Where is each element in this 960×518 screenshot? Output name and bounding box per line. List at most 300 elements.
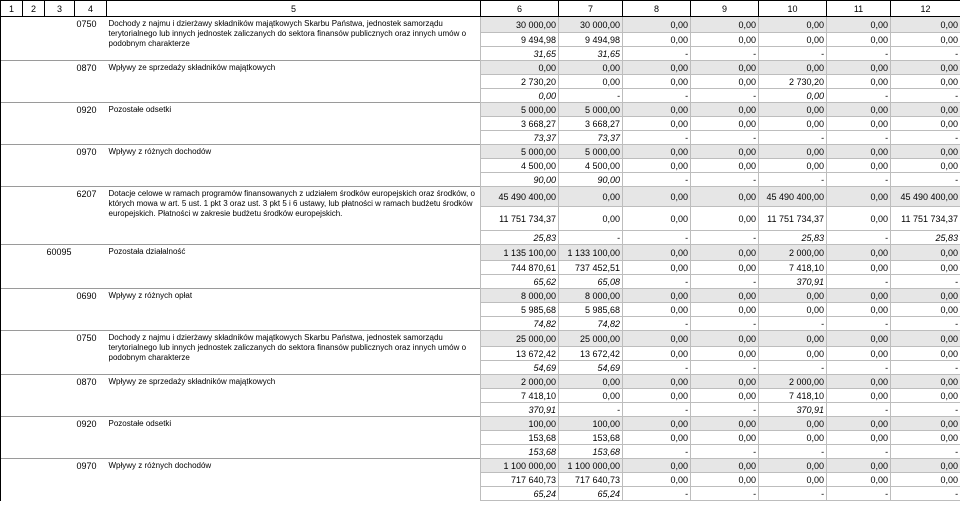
percent-cell: -	[559, 231, 623, 245]
chapter-code	[45, 103, 75, 145]
plan-value-cell: 0,00	[623, 459, 691, 473]
plan-value-cell: 0,00	[891, 375, 960, 389]
executed-value-cell: 0,00	[759, 117, 827, 131]
chapter-code	[45, 145, 75, 187]
code-cell	[1, 61, 23, 103]
percent-cell: 0,00	[759, 89, 827, 103]
paragraph-code: 6207	[75, 187, 107, 245]
table-row	[1, 331, 960, 347]
table-row	[1, 459, 960, 473]
plan-value-cell: 0,00	[623, 61, 691, 75]
column-header: 5	[107, 1, 481, 17]
table-row	[1, 145, 960, 159]
executed-value-cell: 737 452,51	[559, 261, 623, 275]
plan-value-cell: 0,00	[759, 103, 827, 117]
percent-cell: -	[623, 445, 691, 459]
row-description: Dotacje celowe w ramach programów finansowanych z udziałem środków europejskich oraz środków, o których mowa w art. 5 ust. 1 pkt 3 oraz ust. 3 pkt 5 i 6 ustawy, lub płatności w ramach budżetu środków europejskich. Płatności w zakresie budżetu środków europejskich.	[107, 187, 481, 245]
percent-cell: -	[891, 47, 960, 61]
table-row	[1, 17, 960, 33]
percent-cell: -	[623, 231, 691, 245]
executed-value-cell: 0,00	[891, 159, 960, 173]
plan-value-cell: 1 133 100,00	[559, 245, 623, 261]
plan-value-cell: 0,00	[759, 289, 827, 303]
executed-value-cell: 7 418,10	[481, 389, 559, 403]
plan-value-cell: 0,00	[827, 459, 891, 473]
executed-value-cell: 0,00	[759, 431, 827, 445]
code-cell	[23, 245, 45, 289]
plan-value-cell: 0,00	[623, 331, 691, 347]
percent-cell: -	[691, 131, 759, 145]
header-row	[1, 1, 960, 17]
percent-cell: -	[891, 131, 960, 145]
percent-cell: 74,82	[481, 317, 559, 331]
percent-cell: 25,83	[481, 231, 559, 245]
executed-value-cell: 153,68	[559, 431, 623, 445]
plan-value-cell: 0,00	[891, 289, 960, 303]
executed-value-cell: 13 672,42	[559, 347, 623, 361]
paragraph-code: 0970	[75, 145, 107, 187]
executed-value-cell: 0,00	[891, 261, 960, 275]
percent-cell: -	[891, 173, 960, 187]
percent-cell: -	[827, 361, 891, 375]
plan-value-cell: 0,00	[691, 375, 759, 389]
executed-value-cell: 0,00	[891, 389, 960, 403]
percent-cell: -	[891, 275, 960, 289]
percent-cell: 73,37	[481, 131, 559, 145]
paragraph-code: 0920	[75, 103, 107, 145]
column-header: 10	[759, 1, 827, 17]
executed-value-cell: 3 668,27	[559, 117, 623, 131]
plan-value-cell: 0,00	[827, 289, 891, 303]
executed-value-cell: 4 500,00	[559, 159, 623, 173]
column-header: 12	[891, 1, 960, 17]
percent-cell: 65,08	[559, 275, 623, 289]
plan-value-cell: 0,00	[827, 61, 891, 75]
executed-value-cell: 0,00	[891, 431, 960, 445]
paragraph-code: 0870	[75, 61, 107, 103]
plan-value-cell: 0,00	[559, 61, 623, 75]
plan-value-cell: 0,00	[623, 245, 691, 261]
code-cell	[1, 417, 23, 459]
plan-value-cell: 0,00	[759, 417, 827, 431]
chapter-code	[45, 17, 75, 61]
executed-value-cell: 0,00	[559, 207, 623, 231]
executed-value-cell: 9 494,98	[559, 33, 623, 47]
row-description: Dochody z najmu i dzierżawy składników majątkowych Skarbu Państwa, jednostek samorządu terytorialnego lub innych jednostek zaliczanych do sektora finansów publicznych oraz innych umów o podobnym charakterze	[107, 331, 481, 375]
percent-cell: -	[691, 317, 759, 331]
percent-cell: 73,37	[559, 131, 623, 145]
executed-value-cell: 0,00	[759, 473, 827, 487]
plan-value-cell: 8 000,00	[481, 289, 559, 303]
executed-value-cell: 9 494,98	[481, 33, 559, 47]
code-cell	[1, 289, 23, 331]
percent-cell: 31,65	[559, 47, 623, 61]
executed-value-cell: 4 500,00	[481, 159, 559, 173]
plan-value-cell: 0,00	[691, 331, 759, 347]
paragraph-code: 0750	[75, 17, 107, 61]
plan-value-cell: 0,00	[891, 61, 960, 75]
executed-value-cell: 0,00	[691, 431, 759, 445]
executed-value-cell: 7 418,10	[759, 261, 827, 275]
percent-cell: -	[759, 361, 827, 375]
percent-cell: -	[827, 173, 891, 187]
code-cell	[1, 17, 23, 61]
plan-value-cell: 45 490 400,00	[891, 187, 960, 207]
percent-cell: 65,24	[559, 487, 623, 501]
plan-value-cell: 0,00	[827, 331, 891, 347]
executed-value-cell: 0,00	[559, 75, 623, 89]
executed-value-cell: 0,00	[759, 303, 827, 317]
plan-value-cell: 45 490 400,00	[759, 187, 827, 207]
percent-cell: -	[623, 361, 691, 375]
paragraph-code: 0920	[75, 417, 107, 459]
executed-value-cell: 153,68	[481, 431, 559, 445]
plan-value-cell: 5 000,00	[481, 145, 559, 159]
executed-value-cell: 0,00	[759, 33, 827, 47]
plan-value-cell: 0,00	[691, 187, 759, 207]
executed-value-cell: 0,00	[623, 473, 691, 487]
column-header: 7	[559, 1, 623, 17]
percent-cell: 25,83	[759, 231, 827, 245]
percent-cell: -	[827, 487, 891, 501]
plan-value-cell: 0,00	[691, 289, 759, 303]
code-cell	[1, 245, 23, 289]
plan-value-cell: 0,00	[827, 245, 891, 261]
executed-value-cell: 11 751 734,37	[481, 207, 559, 231]
executed-value-cell: 0,00	[623, 303, 691, 317]
code-cell	[23, 145, 45, 187]
executed-value-cell: 0,00	[891, 473, 960, 487]
chapter-code	[45, 459, 75, 501]
executed-value-cell: 0,00	[827, 207, 891, 231]
executed-value-cell: 0,00	[623, 389, 691, 403]
percent-cell: 370,91	[759, 275, 827, 289]
percent-cell: 370,91	[759, 403, 827, 417]
percent-cell: -	[891, 317, 960, 331]
executed-value-cell: 0,00	[759, 347, 827, 361]
table-row	[1, 245, 960, 261]
plan-value-cell: 1 100 000,00	[481, 459, 559, 473]
plan-value-cell: 2 000,00	[759, 245, 827, 261]
executed-value-cell: 0,00	[827, 473, 891, 487]
row-description: Wpływy z różnych dochodów	[107, 145, 481, 187]
percent-cell: -	[691, 275, 759, 289]
plan-value-cell: 0,00	[759, 145, 827, 159]
code-cell	[1, 331, 23, 375]
executed-value-cell: 0,00	[827, 159, 891, 173]
plan-value-cell: 0,00	[691, 17, 759, 33]
plan-value-cell: 0,00	[891, 459, 960, 473]
plan-value-cell: 100,00	[481, 417, 559, 431]
executed-value-cell: 0,00	[691, 159, 759, 173]
executed-value-cell: 0,00	[691, 75, 759, 89]
percent-cell: 90,00	[481, 173, 559, 187]
percent-cell: -	[891, 403, 960, 417]
plan-value-cell: 0,00	[691, 417, 759, 431]
plan-value-cell: 0,00	[891, 17, 960, 33]
percent-cell: 90,00	[559, 173, 623, 187]
executed-value-cell: 0,00	[691, 33, 759, 47]
table-row	[1, 289, 960, 303]
percent-cell: 65,62	[481, 275, 559, 289]
plan-value-cell: 2 000,00	[481, 375, 559, 389]
column-header: 2	[23, 1, 45, 17]
executed-value-cell: 0,00	[827, 117, 891, 131]
plan-value-cell: 0,00	[759, 331, 827, 347]
plan-value-cell: 30 000,00	[481, 17, 559, 33]
plan-value-cell: 0,00	[691, 61, 759, 75]
paragraph-code	[75, 245, 107, 289]
plan-value-cell: 5 000,00	[559, 145, 623, 159]
percent-cell: -	[759, 131, 827, 145]
executed-value-cell: 0,00	[691, 207, 759, 231]
percent-cell: 31,65	[481, 47, 559, 61]
row-description: Pozostałe odsetki	[107, 103, 481, 145]
percent-cell: -	[623, 173, 691, 187]
executed-value-cell: 0,00	[691, 389, 759, 403]
plan-value-cell: 5 000,00	[481, 103, 559, 117]
code-cell	[23, 375, 45, 417]
plan-value-cell: 0,00	[827, 17, 891, 33]
percent-cell: -	[691, 403, 759, 417]
executed-value-cell: 717 640,73	[559, 473, 623, 487]
percent-cell: 65,24	[481, 487, 559, 501]
chapter-code: 60095	[45, 245, 75, 289]
percent-cell: 54,69	[481, 361, 559, 375]
chapter-code	[45, 61, 75, 103]
table-row	[1, 61, 960, 75]
percent-cell: -	[827, 445, 891, 459]
executed-value-cell: 0,00	[623, 207, 691, 231]
executed-value-cell: 3 668,27	[481, 117, 559, 131]
code-cell	[23, 331, 45, 375]
percent-cell: -	[623, 131, 691, 145]
percent-cell: -	[891, 445, 960, 459]
executed-value-cell: 0,00	[827, 261, 891, 275]
row-description: Wpływy ze sprzedaży składników majątkowych	[107, 375, 481, 417]
executed-value-cell: 0,00	[623, 261, 691, 275]
percent-cell: 54,69	[559, 361, 623, 375]
percent-cell: -	[891, 487, 960, 501]
code-cell	[23, 187, 45, 245]
plan-value-cell: 0,00	[623, 375, 691, 389]
plan-value-cell: 25 000,00	[481, 331, 559, 347]
plan-value-cell: 0,00	[891, 103, 960, 117]
executed-value-cell: 0,00	[691, 261, 759, 275]
plan-value-cell: 0,00	[891, 331, 960, 347]
plan-value-cell: 0,00	[623, 187, 691, 207]
percent-cell: -	[623, 47, 691, 61]
percent-cell: -	[759, 317, 827, 331]
plan-value-cell: 0,00	[559, 375, 623, 389]
plan-value-cell: 0,00	[827, 103, 891, 117]
plan-value-cell: 0,00	[623, 145, 691, 159]
executed-value-cell: 0,00	[691, 303, 759, 317]
paragraph-code: 0690	[75, 289, 107, 331]
plan-value-cell: 1 135 100,00	[481, 245, 559, 261]
percent-cell: -	[623, 275, 691, 289]
table-row	[1, 375, 960, 389]
row-description: Wpływy z różnych dochodów	[107, 459, 481, 501]
plan-value-cell: 0,00	[891, 417, 960, 431]
plan-value-cell: 0,00	[891, 145, 960, 159]
plan-value-cell: 25 000,00	[559, 331, 623, 347]
percent-cell: 153,68	[481, 445, 559, 459]
executed-value-cell: 0,00	[827, 347, 891, 361]
percent-cell: 74,82	[559, 317, 623, 331]
executed-value-cell: 0,00	[623, 431, 691, 445]
executed-value-cell: 0,00	[623, 117, 691, 131]
executed-value-cell: 0,00	[759, 159, 827, 173]
executed-value-cell: 5 985,68	[481, 303, 559, 317]
percent-cell: -	[691, 445, 759, 459]
column-header: 8	[623, 1, 691, 17]
plan-value-cell: 0,00	[623, 103, 691, 117]
percent-cell: -	[891, 361, 960, 375]
percent-cell: -	[623, 487, 691, 501]
executed-value-cell: 2 730,20	[481, 75, 559, 89]
executed-value-cell: 0,00	[623, 159, 691, 173]
percent-cell: 25,83	[891, 231, 960, 245]
row-description: Pozostała działalność	[107, 245, 481, 289]
plan-value-cell: 0,00	[623, 289, 691, 303]
executed-value-cell: 0,00	[827, 75, 891, 89]
executed-value-cell: 0,00	[623, 347, 691, 361]
executed-value-cell: 13 672,42	[481, 347, 559, 361]
plan-value-cell: 30 000,00	[559, 17, 623, 33]
percent-cell: -	[891, 89, 960, 103]
percent-cell: -	[691, 487, 759, 501]
plan-value-cell: 0,00	[827, 375, 891, 389]
executed-value-cell: 0,00	[891, 75, 960, 89]
percent-cell: -	[559, 89, 623, 103]
percent-cell: -	[691, 231, 759, 245]
percent-cell: -	[623, 403, 691, 417]
column-header: 11	[827, 1, 891, 17]
row-description: Dochody z najmu i dzierżawy składników majątkowych Skarbu Państwa, jednostek samorządu terytorialnego lub innych jednostek zaliczanych do sektora finansów publicznych oraz innych umów o podobnym charakterze	[107, 17, 481, 61]
executed-value-cell: 7 418,10	[759, 389, 827, 403]
code-cell	[1, 459, 23, 501]
plan-value-cell: 0,00	[691, 459, 759, 473]
column-header: 9	[691, 1, 759, 17]
executed-value-cell: 0,00	[891, 33, 960, 47]
percent-cell: -	[827, 403, 891, 417]
code-cell	[23, 289, 45, 331]
plan-value-cell: 0,00	[827, 187, 891, 207]
executed-value-cell: 0,00	[827, 33, 891, 47]
code-cell	[23, 459, 45, 501]
percent-cell: -	[623, 89, 691, 103]
executed-value-cell: 0,00	[559, 389, 623, 403]
percent-cell: -	[827, 47, 891, 61]
percent-cell: -	[759, 47, 827, 61]
percent-cell: 370,91	[481, 403, 559, 417]
executed-value-cell: 0,00	[827, 431, 891, 445]
percent-cell: -	[827, 89, 891, 103]
table-row	[1, 417, 960, 431]
plan-value-cell: 0,00	[481, 61, 559, 75]
chapter-code	[45, 187, 75, 245]
plan-value-cell: 45 490 400,00	[481, 187, 559, 207]
percent-cell: -	[827, 131, 891, 145]
row-description: Wpływy z różnych opłat	[107, 289, 481, 331]
percent-cell: -	[623, 317, 691, 331]
code-cell	[1, 145, 23, 187]
code-cell	[23, 103, 45, 145]
percent-cell: -	[691, 47, 759, 61]
table-row	[1, 187, 960, 207]
percent-cell: -	[759, 445, 827, 459]
percent-cell: -	[827, 317, 891, 331]
plan-value-cell: 0,00	[759, 61, 827, 75]
plan-value-cell: 0,00	[623, 17, 691, 33]
code-cell	[23, 17, 45, 61]
percent-cell: -	[827, 231, 891, 245]
plan-value-cell: 0,00	[891, 245, 960, 261]
row-description: Pozostałe odsetki	[107, 417, 481, 459]
percent-cell: -	[827, 275, 891, 289]
percent-cell: -	[691, 173, 759, 187]
plan-value-cell: 0,00	[759, 17, 827, 33]
plan-value-cell: 0,00	[559, 187, 623, 207]
row-description: Wpływy ze sprzedaży składników majątkowych	[107, 61, 481, 103]
plan-value-cell: 0,00	[623, 417, 691, 431]
code-cell	[1, 103, 23, 145]
plan-value-cell: 0,00	[691, 103, 759, 117]
executed-value-cell: 0,00	[827, 389, 891, 403]
plan-value-cell: 0,00	[827, 145, 891, 159]
executed-value-cell: 0,00	[891, 303, 960, 317]
executed-value-cell: 11 751 734,37	[759, 207, 827, 231]
code-cell	[23, 417, 45, 459]
percent-cell: -	[759, 173, 827, 187]
column-header: 4	[75, 1, 107, 17]
plan-value-cell: 1 100 000,00	[559, 459, 623, 473]
executed-value-cell: 0,00	[623, 75, 691, 89]
percent-cell: 153,68	[559, 445, 623, 459]
chapter-code	[45, 289, 75, 331]
column-header: 6	[481, 1, 559, 17]
percent-cell: -	[759, 487, 827, 501]
executed-value-cell: 0,00	[691, 473, 759, 487]
column-header: 1	[1, 1, 23, 17]
executed-value-cell: 717 640,73	[481, 473, 559, 487]
plan-value-cell: 0,00	[759, 459, 827, 473]
executed-value-cell: 5 985,68	[559, 303, 623, 317]
code-cell	[1, 187, 23, 245]
percent-cell: -	[691, 89, 759, 103]
code-cell	[23, 61, 45, 103]
chapter-code	[45, 417, 75, 459]
executed-value-cell: 11 751 734,37	[891, 207, 960, 231]
percent-cell: -	[559, 403, 623, 417]
executed-value-cell: 0,00	[623, 33, 691, 47]
plan-value-cell: 2 000,00	[759, 375, 827, 389]
code-cell	[1, 375, 23, 417]
executed-value-cell: 0,00	[691, 117, 759, 131]
executed-value-cell: 2 730,20	[759, 75, 827, 89]
plan-value-cell: 5 000,00	[559, 103, 623, 117]
column-header: 3	[45, 1, 75, 17]
executed-value-cell: 0,00	[891, 347, 960, 361]
executed-value-cell: 0,00	[691, 347, 759, 361]
executed-value-cell: 744 870,61	[481, 261, 559, 275]
plan-value-cell: 8 000,00	[559, 289, 623, 303]
plan-value-cell: 0,00	[691, 245, 759, 261]
paragraph-code: 0750	[75, 331, 107, 375]
executed-value-cell: 0,00	[827, 303, 891, 317]
paragraph-code: 0870	[75, 375, 107, 417]
